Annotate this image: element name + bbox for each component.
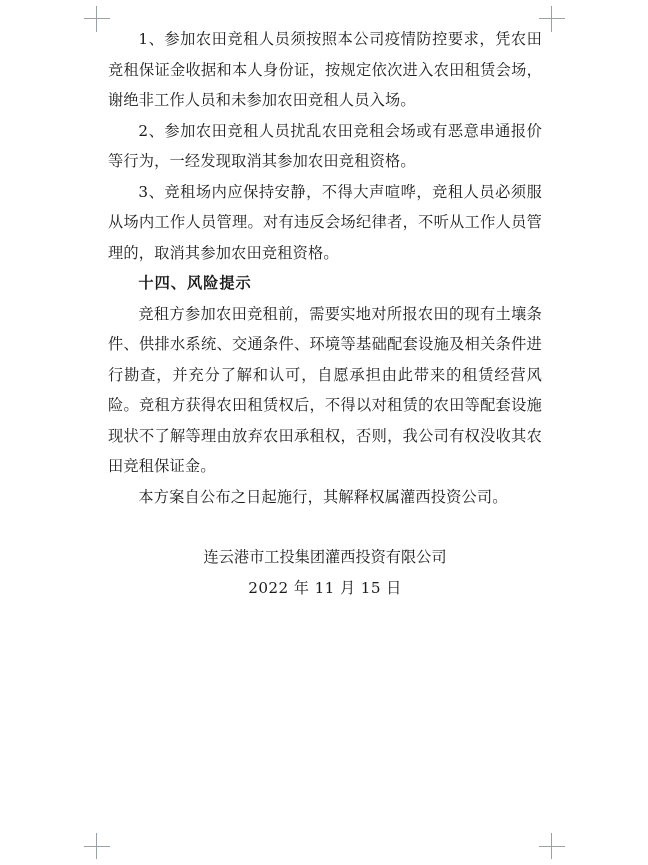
signature-date: 2022 年 11 月 15 日 — [248, 578, 402, 597]
paragraph-item-3: 3、竞租场内应保持安静，不得大声喧哗，竞租人员必须服从场内工作人员管理。对有违反会场纪律者，不听从工作人员管理的，取消其参加农田竞租资格。 — [108, 182, 542, 262]
paragraph-risk: 竞租方参加农田竞租前，需要实地对所报农田的现有土壤条件、供排水系统、交通条件、环境等基础配套设施及相关条件进行勘查，并充分了解和认可，自愿承担由此带来的租赁经营风险。竞租方获得农田租赁权后，不得以对租赁的农田等配套设施现状不了解等理由放弃农田承租权，否则，我公司有权没收其农田竞租保证金。 — [108, 304, 542, 475]
document-body — [108, 24, 542, 603]
paragraph-item-2: 2、参加农田竞租人员扰乱农田竞租会场或有恶意串通报价等行为，一经发现取消其参加农田竞租资格。 — [108, 121, 542, 170]
crop-mark-top-left-vertical — [96, 6, 97, 32]
crop-mark-top-right-vertical — [551, 6, 552, 32]
crop-mark-top-left-horizontal — [84, 18, 110, 19]
signature-block — [108, 542, 542, 603]
crop-mark-bottom-left-horizontal — [84, 846, 110, 847]
paragraph-effective: 本方案自公布之日起施行，其解释权属灌西投资公司。 — [138, 487, 508, 506]
signature-organization: 连云港市工投集团灌西投资有限公司 — [203, 548, 447, 566]
crop-mark-top-right-horizontal — [539, 18, 565, 19]
crop-mark-bottom-right-horizontal — [539, 846, 565, 847]
paragraph-item-1: 1、参加农田竞租人员须按照本公司疫情防控要求，凭农田竞租保证金收据和本人身份证，按规定依次进入农田租赁会场，谢绝非工作人员和未参加农田竞租人员入场。 — [108, 30, 542, 109]
section-heading-risk: 十四、风险提示 — [138, 274, 252, 292]
